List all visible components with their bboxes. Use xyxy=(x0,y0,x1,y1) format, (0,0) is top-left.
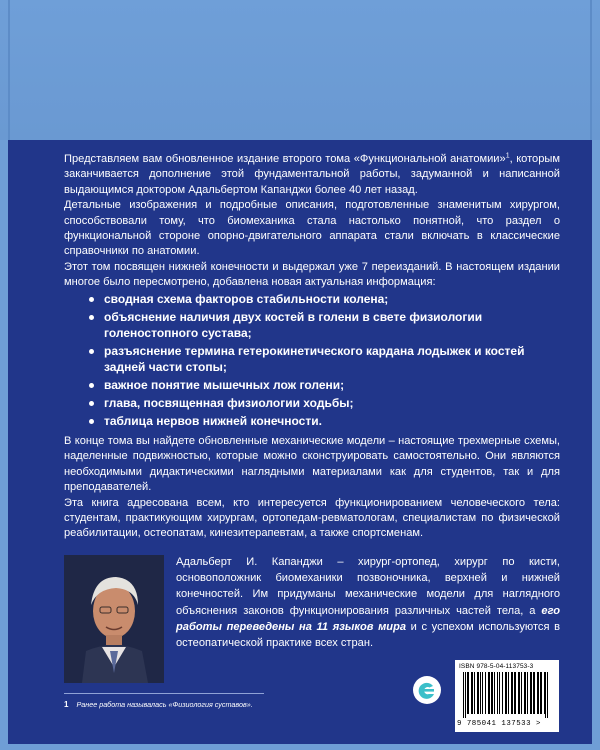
barcode-bar xyxy=(482,672,483,714)
barcode-block xyxy=(455,660,559,732)
list-item: глава, посвященная физиологии ходьбы; xyxy=(88,395,548,411)
intro-paragraph-1: Представляем вам обновленное издание второго тома «Функциональной анатомии»$^1$, которым заканчивается дополнение этой фундаментальной работы, задуманной и написанной выдающимся доктором Адальбертом Капанджи более 40 лет назад. xyxy=(64,152,561,196)
barcode-bar xyxy=(499,672,500,714)
right-fold-line xyxy=(590,0,592,140)
list-item: разъяснение термина гетерокинетического кардана лодыжек и костей задней части стопы; xyxy=(88,343,548,375)
barcode-bar xyxy=(518,672,520,714)
author-biography: Адальберт И. Капанджи – хирург-ортопед, хирург по кисти, основоположник биомеханики позвоночника, верхней и нижней конечностей. Им придуманы механические модели для наглядного объяснения законов функционирования различных частей тела, а его работы переведены на 11 языков мира и с успехом используются в остеопатической практике всех стран. xyxy=(176,556,560,650)
outro-text xyxy=(64,434,560,542)
barcode-bar xyxy=(505,672,507,714)
barcode-digits: 9 785041 137533 > xyxy=(457,720,541,728)
intro-text xyxy=(64,152,560,291)
cover-top-band xyxy=(0,0,600,140)
barcode-guard-bar xyxy=(463,672,464,718)
left-fold-line xyxy=(8,0,10,140)
barcode-bars xyxy=(461,672,553,718)
intro-paragraph-3: Этот том посвящен нижней конечности и выдержал уже 7 переизданий. В настоящем издании многое было пересмотрено, добавлена новая актуальная информация: xyxy=(64,260,560,289)
barcode-bar xyxy=(477,672,479,714)
author-portrait-drawing xyxy=(64,555,164,683)
outro-paragraph-1: В конце тома вы найдете обновленные механические модели – настоящие трехмерные схемы, наделенные подвижностью, которые можно сконструировать самостоятельно. Они являются необходимыми дидактическими наглядными материалами как для студентов, так и для преподавателей. xyxy=(64,435,560,494)
footnote-divider xyxy=(64,693,264,694)
footnote xyxy=(64,700,253,709)
author-portrait-image xyxy=(64,555,164,683)
barcode-guard-bar xyxy=(465,672,466,718)
new-content-list xyxy=(88,291,548,431)
barcode-bar xyxy=(491,672,493,714)
barcode-bar xyxy=(511,672,513,714)
list-item: важное понятие мышечных лож голени; xyxy=(88,377,548,393)
barcode-bar xyxy=(508,672,509,714)
back-cover-panel xyxy=(8,140,592,744)
footnote-text: Ранее работа называлась «Физиология суставов». xyxy=(76,700,253,709)
barcode-guard-bar xyxy=(545,672,546,718)
barcode-bar xyxy=(467,672,469,714)
barcode-bar xyxy=(530,672,532,714)
barcode-bar xyxy=(524,672,526,714)
barcode-bar xyxy=(537,672,539,714)
barcode-bar xyxy=(497,672,498,714)
barcode-bar xyxy=(485,672,486,714)
footnote-ref: 1 xyxy=(505,152,510,160)
intro-paragraph-2: Детальные изображения и подробные описания, подготовленные знаменитым хирургом, способствовали тому, что биомеханика стала настолько понятной, что раздел о функциональной стороне опорно-двигательного аппарата стали включать в классические справочники по анатомии. xyxy=(64,199,560,258)
barcode-bar xyxy=(527,672,528,714)
list-item: сводная схема факторов стабильности колена; xyxy=(88,291,548,307)
barcode-guard-bar xyxy=(547,672,548,718)
barcode-bar xyxy=(494,672,495,714)
barcode-bar xyxy=(471,672,473,714)
footnote-number: 1 xyxy=(64,700,69,709)
list-item: объяснение наличия двух костей в голени в свете физиологии голеностопного сустава; xyxy=(88,309,548,341)
barcode-bar xyxy=(480,672,481,714)
publisher-e-logo-icon xyxy=(412,675,442,705)
barcode-bar xyxy=(502,672,503,714)
barcode-bar xyxy=(540,672,542,714)
list-item: таблица нервов нижней конечности. xyxy=(88,413,548,429)
barcode-bar xyxy=(488,672,490,714)
barcode-bar xyxy=(521,672,522,714)
barcode-bar xyxy=(474,672,475,714)
barcode-bar xyxy=(514,672,516,714)
translations-highlight: его работы переведены на 11 языков мира xyxy=(176,604,560,633)
isbn-label: ISBN 978-5-04-113753-3 xyxy=(459,663,534,670)
barcode-bar xyxy=(533,672,535,714)
outro-paragraph-2: Эта книга адресована всем, кто интересуется функционированием человеческого тела: студентам, практикующим хирургам, ортопедам-ревматологам, специалистам по физической реабилитации, остеопатам, кинезитерапевтам, а также спортсменам. xyxy=(64,496,560,540)
